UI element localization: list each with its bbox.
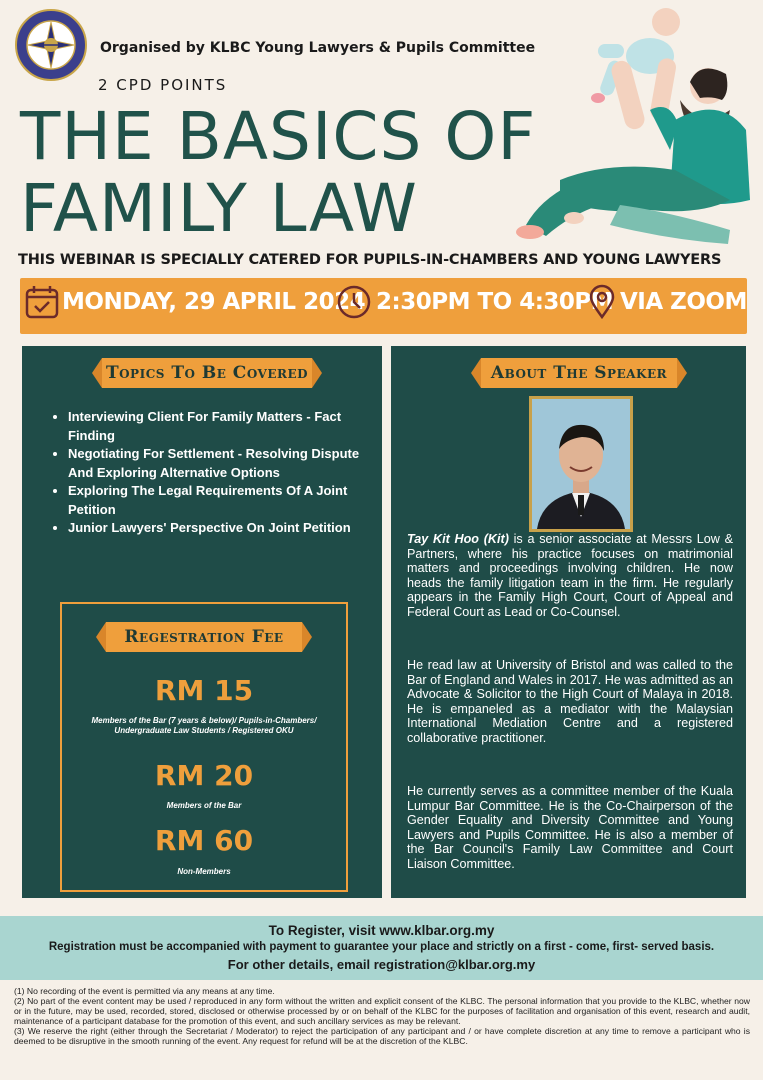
organiser-text: Organised by KLBC Young Lawyers & Pupils Committee <box>100 40 536 56</box>
event-details-banner <box>20 278 747 334</box>
registration-fee-box <box>60 602 348 892</box>
contact-email-text[interactable]: For other details, email registration@klbar.org.my <box>227 957 536 972</box>
fee-amount-tier3: RM 60 <box>154 824 254 857</box>
speaker-panel <box>391 346 746 898</box>
terms-notes <box>14 986 750 1046</box>
location-pin-icon <box>584 284 620 320</box>
cpd-points: 2 CPD POINTS <box>98 76 228 94</box>
fee-desc-tier3: Non-Members <box>177 867 231 876</box>
topics-panel <box>22 346 382 898</box>
speaker-bio-1: Tay Kit Hoo (Kit) is a senior associate at Messrs Low & Partners, where his practice focuses on matrimonial matters and proceedings involving children. He now heads the family litigation team in the firm. He regularly appears in the Family High Court, Court of Appeal and Federal Court as Lead or Co-Counsel. <box>407 532 733 619</box>
speaker-bio-2: He read law at University of Bristol and was called to the Bar of England and Wales in 2017. He was admitted as an Advocate & Solicitor to the High Court of Malaya in 2018. He is empaneled as a mediator with the Malaysian International Mediation Centre and a registered collaborative practitioner. <box>407 658 733 745</box>
speaker-photo <box>529 396 633 532</box>
topics-heading: Topics To Be Covered <box>102 358 312 388</box>
speaker-bio-3: He currently serves as a committee member of the Kuala Lumpur Bar Committee. He is the Co-Chairperson of the Gender Equality and Diversity Committee and Young Lawyers and Pupils Committee. He is also a member of the Bar Council's Family Law Committee and Court Liaison Committee. <box>407 784 733 871</box>
topic-item: • Negotiating For Settlement - Resolving Dispute And Exploring Alternative Options <box>68 445 368 482</box>
fee-desc-tier2: Members of the Bar <box>166 801 242 810</box>
fee-heading: Regestration Fee <box>106 622 302 652</box>
event-time: 2:30PM TO 4:30PM <box>376 289 614 315</box>
topic-item: • Interviewing Client For Family Matters - Fact Finding <box>68 408 368 445</box>
topic-item: • Junior Lawyers' Perspective On Joint Petition <box>68 519 368 538</box>
klbc-logo <box>14 8 88 82</box>
family-illustration <box>500 0 763 250</box>
speaker-heading: About The Speaker <box>481 358 677 388</box>
fee-amount-tier1: RM 15 <box>154 674 254 707</box>
fee-desc-tier1: Members of the Bar (7 years & below)/ Pupils-in-Chambers/ Undergraduate Law Students / Registered OKU <box>91 716 317 735</box>
speaker-name: Tay Kit Hoo (Kit) <box>407 532 509 546</box>
event-title-line1: THE BASICS OF <box>20 98 537 175</box>
event-title-line2: FAMILY LAW <box>20 170 418 247</box>
event-venue: VIA ZOOM <box>620 289 747 315</box>
note-item: (3) We reserve the right (either through the Secretariat / Moderator) to reject the participation of any participant and / or have complete discretion at any time to remove a participant who is deemed to be disruptive in the smooth running of the event. Any request for refund will be at the discretion of the KLBC. <box>14 1026 750 1046</box>
registration-band <box>0 916 763 980</box>
topic-item: • Exploring The Legal Requirements Of A Joint Petition <box>68 482 368 519</box>
fee-amount-tier2: RM 20 <box>154 759 254 792</box>
registration-note: Registration must be accompanied with payment to guarantee your place and strictly on a first - come, first- served basis. <box>48 941 715 953</box>
topics-list <box>52 408 368 538</box>
calendar-icon <box>24 284 60 320</box>
register-link-text[interactable]: To Register, visit www.klbar.org.my <box>268 923 495 938</box>
event-date: MONDAY, 29 APRIL 2024 <box>62 289 366 315</box>
clock-icon <box>336 284 372 320</box>
note-item: (2) No part of the event content may be used / reproduced in any form without the written and explicit consent of the KLBC. The personal information that you provide to the KLBC, whether now or in the future, may be used, recorded, stored, disclosed or otherwise processed by or on behalf of the KLBC for the purposes of facilitation and organisation of this event, research and audit, maintenance of a participant database for the promotion of this event, and such ancillary services as may be relevant. <box>14 996 750 1026</box>
audience-subtitle: THIS WEBINAR IS SPECIALLY CATERED FOR PUPILS-IN-CHAMBERS AND YOUNG LAWYERS <box>18 252 722 268</box>
note-item: (1) No recording of the event is permitted via any means at any time. <box>14 986 275 996</box>
